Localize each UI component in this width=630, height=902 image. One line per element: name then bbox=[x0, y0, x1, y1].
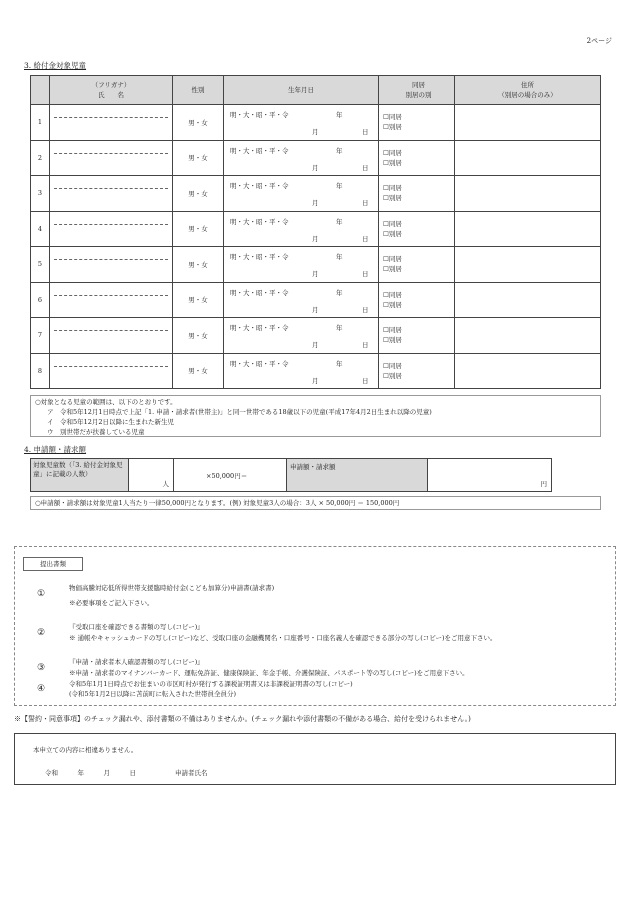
dob-field[interactable] bbox=[224, 318, 379, 354]
document-item-3-number: ③ bbox=[37, 663, 46, 673]
header-number bbox=[31, 76, 50, 105]
dob-month: 月 bbox=[312, 128, 319, 136]
dob-year: 年 bbox=[336, 217, 343, 226]
declaration-statement: 本申立ての内容に相違ありません。 bbox=[33, 746, 138, 754]
dob-day: 日 bbox=[362, 270, 369, 278]
dob-field[interactable] bbox=[224, 140, 379, 176]
dob-era: 明・大・昭・平・令 bbox=[230, 182, 289, 190]
section-3-title: 3. 給付金対象児童 bbox=[24, 61, 87, 70]
cohab-option-separate[interactable]: ☐別居 bbox=[383, 123, 402, 132]
cohab-choice[interactable] bbox=[379, 211, 455, 247]
document-item-4-number: ④ bbox=[37, 684, 46, 694]
child-name-field[interactable] bbox=[50, 105, 173, 141]
eligibility-note-line1: ○対象となる児童の範囲は、以下のとおりです。 bbox=[35, 398, 177, 406]
children-table bbox=[30, 75, 601, 389]
dob-month: 月 bbox=[312, 376, 319, 385]
cohab-option-together[interactable]: ☐同居 bbox=[383, 184, 402, 193]
sex-choice[interactable]: 男・女 bbox=[173, 105, 224, 141]
child-count-label: 対象児童数（「3. 給付金対象児童」に記載の人数） bbox=[31, 459, 129, 491]
furigana-divider bbox=[54, 117, 168, 118]
document-item-2-number: ② bbox=[37, 628, 46, 638]
table-row bbox=[31, 282, 601, 318]
header-furigana: （フリガナ） bbox=[91, 81, 131, 89]
address-field[interactable] bbox=[455, 140, 601, 176]
dob-era: 明・大・昭・平・令 bbox=[230, 146, 289, 155]
dob-era: 明・大・昭・平・令 bbox=[230, 359, 289, 368]
document-item-4-title: 令和5年1月1日時点でお住まいの市区町村が発行する課税証明書又は非課税証明書の写し(コピー) bbox=[69, 680, 353, 688]
dob-year: 年 bbox=[336, 253, 343, 261]
cohab-choice[interactable] bbox=[379, 247, 455, 283]
child-name-field[interactable] bbox=[50, 282, 173, 318]
dob-day: 日 bbox=[362, 163, 369, 172]
table-row bbox=[31, 353, 601, 389]
dob-era: 明・大・昭・平・令 bbox=[230, 324, 289, 332]
table-row bbox=[31, 105, 601, 141]
child-count-unit: 人 bbox=[162, 480, 169, 488]
cohab-option-separate[interactable]: ☐別居 bbox=[383, 229, 402, 238]
sex-choice[interactable]: 男・女 bbox=[173, 353, 224, 389]
cohab-choice[interactable] bbox=[379, 282, 455, 318]
dob-field[interactable] bbox=[224, 247, 379, 283]
dob-day: 日 bbox=[362, 341, 369, 349]
cohab-choice[interactable] bbox=[379, 176, 455, 212]
furigana-divider bbox=[54, 366, 168, 367]
furigana-divider bbox=[54, 259, 168, 260]
dob-month: 月 bbox=[312, 305, 319, 314]
eligibility-note-b: イ 令和5年12月2日以降に生まれた新生児 bbox=[47, 418, 175, 426]
child-name-field[interactable] bbox=[50, 353, 173, 389]
cohab-option-together[interactable]: ☐同居 bbox=[383, 326, 402, 335]
document-item-1-title: 物価高騰対応低所得世帯支援臨時給付金(こども加算分)申請書(請求書) bbox=[69, 584, 275, 592]
furigana-divider bbox=[54, 330, 168, 331]
sex-choice[interactable]: 男・女 bbox=[173, 176, 224, 212]
header-address bbox=[455, 76, 601, 105]
dob-era: 明・大・昭・平・令 bbox=[230, 217, 289, 226]
dob-day: 日 bbox=[362, 376, 369, 385]
header-sex: 性別 bbox=[173, 76, 224, 105]
address-field[interactable] bbox=[455, 211, 601, 247]
cohab-choice[interactable] bbox=[379, 353, 455, 389]
row-number: 4 bbox=[31, 211, 50, 247]
eligibility-note bbox=[30, 395, 601, 437]
sex-choice[interactable]: 男・女 bbox=[173, 318, 224, 354]
document-item-3-note: ※申請・請求者のマイナンバーカード、運転免許証、健康保険証、年金手帳、介護保険証、パスポート等の写し(コピー)をご用意下さい。 bbox=[69, 669, 469, 677]
row-number: 1 bbox=[31, 105, 50, 141]
dob-year: 年 bbox=[336, 182, 343, 190]
header-cohab bbox=[379, 76, 455, 105]
document-item-3-title: 『申請・請求者本人確認書類の写し(コピー)』 bbox=[69, 658, 204, 666]
child-name-field[interactable] bbox=[50, 140, 173, 176]
child-count-field[interactable] bbox=[129, 459, 174, 491]
furigana-divider bbox=[54, 153, 168, 154]
amount-label: 申請額・請求額 bbox=[286, 459, 428, 491]
dob-field[interactable] bbox=[224, 176, 379, 212]
dob-month: 月 bbox=[312, 234, 319, 243]
header-address-line1: 住所 bbox=[521, 81, 534, 89]
row-number: 8 bbox=[31, 353, 50, 389]
dob-day: 日 bbox=[362, 199, 369, 207]
dob-day: 日 bbox=[362, 128, 369, 136]
cohab-option-together[interactable]: ☐同居 bbox=[383, 255, 402, 264]
table-row bbox=[31, 247, 601, 283]
eligibility-note-c: ウ 別世帯だが扶養している児童 bbox=[47, 428, 145, 436]
dob-month: 月 bbox=[312, 199, 319, 207]
document-item-1-number: ① bbox=[37, 589, 46, 599]
header-cohab-line1: 同居 bbox=[412, 81, 425, 89]
child-name-field[interactable] bbox=[50, 211, 173, 247]
child-name-field[interactable] bbox=[50, 176, 173, 212]
dob-year: 年 bbox=[336, 111, 343, 119]
child-name-field[interactable] bbox=[50, 247, 173, 283]
multiplier-text: ×50,000円＝ bbox=[206, 472, 248, 480]
sex-choice[interactable]: 男・女 bbox=[173, 140, 224, 176]
dob-year: 年 bbox=[336, 146, 343, 155]
sex-choice[interactable]: 男・女 bbox=[173, 211, 224, 247]
row-number: 7 bbox=[31, 318, 50, 354]
header-address-line2: （別居の場合のみ） bbox=[498, 91, 557, 99]
document-item-2-note: ※ 通帳やキャッシュカードの写し(コピー)など、受取口座の金融機関名・口座番号・口座名義人を確認できる部分の写し(コピー)をご用意下さい。 bbox=[69, 634, 497, 642]
cohab-option-separate[interactable]: ☐別居 bbox=[383, 336, 402, 345]
dob-field[interactable] bbox=[224, 353, 379, 389]
table-row bbox=[31, 140, 601, 176]
dob-month: 月 bbox=[312, 270, 319, 278]
dob-era: 明・大・昭・平・令 bbox=[230, 111, 289, 119]
row-number: 2 bbox=[31, 140, 50, 176]
dob-day: 日 bbox=[362, 234, 369, 243]
cohab-choice[interactable] bbox=[379, 105, 455, 141]
furigana-divider bbox=[54, 188, 168, 189]
consent-warning: ※【誓約・同意事項】のチェック漏れや、添付書類の不備はありませんか。(チェック漏れや添付書類の不備がある場合、給付を受けられません。) bbox=[14, 715, 471, 723]
eligibility-note-a: ア 令和5年12月1日時点で上記「1. 申請・請求者(世帯主)」と同一世帯である18歳以下の児童(平成17年4月2日生まれ以降の児童) bbox=[47, 408, 432, 416]
document-item-2-title: 『受取口座を確認できる書類の写し(コピー)』 bbox=[69, 623, 204, 631]
sex-choice[interactable]: 男・女 bbox=[173, 247, 224, 283]
dob-field[interactable] bbox=[224, 282, 379, 318]
address-field[interactable] bbox=[455, 318, 601, 354]
page-number: 2ページ bbox=[586, 37, 612, 45]
dob-year: 年 bbox=[336, 359, 343, 368]
row-number: 3 bbox=[31, 176, 50, 212]
address-field[interactable] bbox=[455, 282, 601, 318]
cohab-option-separate[interactable]: ☐別居 bbox=[383, 265, 402, 274]
dob-era: 明・大・昭・平・令 bbox=[230, 288, 289, 297]
document-item-4-note: (令和5年1月2日以降に苫前町に転入された世帯員全員分) bbox=[69, 690, 236, 698]
document-item-1-note: ※必要事項をご記入下さい。 bbox=[69, 599, 154, 607]
sex-choice[interactable]: 男・女 bbox=[173, 282, 224, 318]
amount-unit: 円 bbox=[540, 480, 547, 488]
child-name-field[interactable] bbox=[50, 318, 173, 354]
table-row bbox=[31, 211, 601, 247]
header-name bbox=[50, 76, 173, 105]
amount-note: ○申請額・請求額は対象児童1人当たり一律50,000円となります。(例) 対象児童3人の場合：3人 × 50,000円 ＝ 150,000円 bbox=[30, 496, 601, 510]
declaration-date-signature: 令和 年 月 日 申請者氏名 bbox=[45, 769, 208, 777]
dob-day: 日 bbox=[362, 305, 369, 314]
cohab-option-separate[interactable]: ☐別居 bbox=[383, 194, 402, 203]
cohab-option-separate[interactable]: ☐別居 bbox=[383, 300, 402, 309]
dob-field[interactable] bbox=[224, 105, 379, 141]
documents-box bbox=[14, 546, 616, 706]
dob-field[interactable] bbox=[224, 211, 379, 247]
section-4-title: 4. 申請額・請求額 bbox=[24, 445, 87, 454]
cohab-option-together[interactable]: ☐同居 bbox=[383, 219, 402, 228]
address-field[interactable] bbox=[455, 176, 601, 212]
dob-month: 月 bbox=[312, 341, 319, 349]
cohab-option-together[interactable]: ☐同居 bbox=[383, 290, 402, 299]
cohab-option-together[interactable]: ☐同居 bbox=[383, 148, 402, 157]
cohab-option-separate[interactable]: ☐別居 bbox=[383, 371, 402, 380]
header-name-label: 氏 名 bbox=[98, 91, 124, 99]
dob-month: 月 bbox=[312, 163, 319, 172]
header-dob: 生年月日 bbox=[224, 76, 379, 105]
dob-era: 明・大・昭・平・令 bbox=[230, 253, 289, 261]
row-number: 6 bbox=[31, 282, 50, 318]
documents-title: 提出書類 bbox=[23, 557, 83, 571]
amount-box bbox=[30, 458, 552, 492]
cohab-option-separate[interactable]: ☐別居 bbox=[383, 158, 402, 167]
furigana-divider bbox=[54, 224, 168, 225]
row-number: 5 bbox=[31, 247, 50, 283]
dob-year: 年 bbox=[336, 324, 343, 332]
cohab-choice[interactable] bbox=[379, 318, 455, 354]
cohab-option-together[interactable]: ☐同居 bbox=[383, 361, 402, 370]
cohab-choice[interactable] bbox=[379, 140, 455, 176]
address-field[interactable] bbox=[455, 247, 601, 283]
table-header-row bbox=[31, 76, 601, 105]
table-row bbox=[31, 176, 601, 212]
cohab-option-together[interactable]: ☐同居 bbox=[383, 113, 402, 122]
furigana-divider bbox=[54, 295, 168, 296]
header-cohab-line2: 別居の別 bbox=[405, 91, 432, 99]
table-row bbox=[31, 318, 601, 354]
address-field[interactable] bbox=[455, 353, 601, 389]
address-field[interactable] bbox=[455, 105, 601, 141]
declaration-box bbox=[14, 733, 616, 785]
dob-year: 年 bbox=[336, 288, 343, 297]
